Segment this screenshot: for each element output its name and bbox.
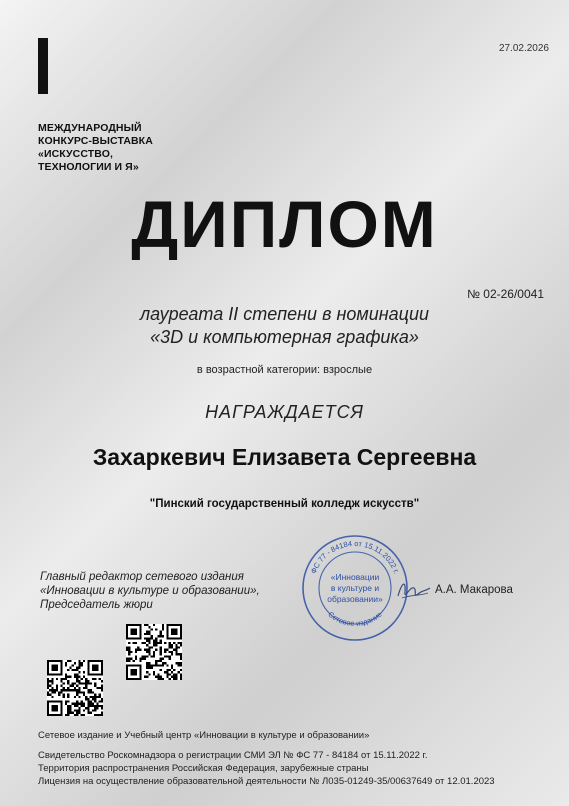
footer-legal-info [38,729,495,788]
editor-line: «Инновации в культуре и образовании», [40,585,260,597]
signer-name: А.А. Макарова [435,584,513,596]
recipient-name: Захаркевич Елизавета Сергеевна [92,444,477,470]
organization-line: КОНКУРС-ВЫСТАВКА [38,135,153,147]
handwritten-signature [396,576,432,604]
editor-title [40,570,260,612]
stamp-inner-line: «Инновации [330,572,380,582]
age-category: в возрастной категории: взрослые [196,364,373,376]
editor-line: Главный редактор сетевого издания [40,571,244,583]
svg-text:ФС 77 - 84184 от 15.11.2022 г. [309,539,401,575]
stamp-ring-text: ФС 77 - 84184 от 15.11.2022 г. [308,538,402,576]
nomination [0,303,569,349]
qr-code-icon [47,660,103,716]
organization-title [38,122,198,174]
footer-registration: Свидетельство Роскомнадзора о регистрации СМИ ЭЛ № ФС 77 - 84184 от 15.11.2022 г. [38,750,428,761]
issue-date: 27.02.2026 [498,43,549,54]
awarded-label: НАГРАЖДАЕТСЯ [205,402,364,422]
svg-text:Сетевое издание [326,610,383,628]
roman-numeral-one [38,38,48,94]
nomination-degree: лауреата II степени в номинации [140,304,429,324]
diploma-title: ДИПЛОМ [131,187,438,261]
editor-line: Председатель жюри [40,599,153,611]
nomination-category: «3D и компьютерная графика» [150,327,419,347]
organization-line: МЕЖДУНАРОДНЫЙ [38,122,142,134]
footer-license: Лицензия на осуществление образовательной деятельности № Л035-01249-35/00637649 от 12.01.2023 [38,776,495,787]
official-stamp [300,533,410,643]
stamp-bottom-text: Сетевое издание [326,609,384,628]
diploma-number: № 02-26/0041 [467,287,544,301]
stamp-inner-line: образовании» [327,594,383,604]
footer-territory: Территория распространения Российская Федерация, зарубежные страны [38,763,369,774]
organization-line: «ИСКУССТВО, [38,148,113,160]
qr-code-icon [126,624,182,680]
institution-name: "Пинский государственный колледж искусств" [149,498,420,510]
organization-line: ТЕХНОЛОГИИ И Я» [38,161,139,173]
footer-publisher: Сетевое издание и Учебный центр «Инновации в культуре и образовании» [38,730,370,741]
stamp-inner-line: в культуре и [330,583,380,593]
